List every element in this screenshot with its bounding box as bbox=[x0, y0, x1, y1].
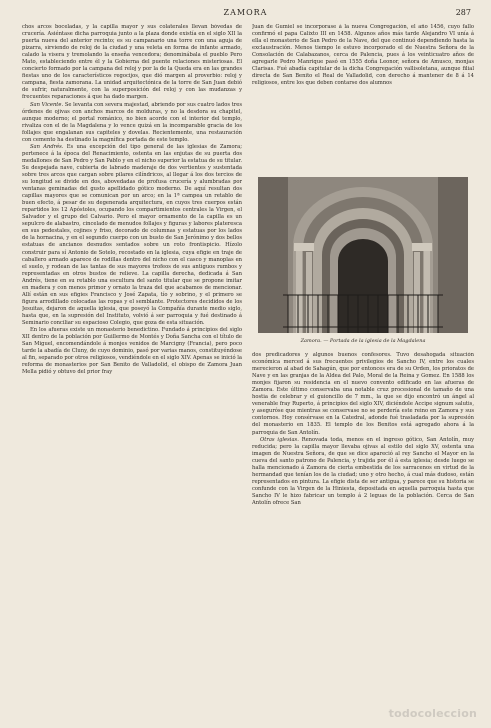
paragraph-benitos: dos predicadores y algunos buenos confesores. Tuvo desahogada situación económica merced á sus frecuentes privilegios de Sancho IV, entre los cuales merecieron al abad de Sahagún, que por entonces era de su Orden, los prioratos de Nave y en las granjas de la Aldea del Palo, Moral de la Reina y Gomez. En 1588 los monjes fijaron su residencia en el nuevo convento edificado en las afueras de Zamora. Este último conservaba una notable cruz procesional de tamaño de una hostia de celebrar y el guioncillo de 7 mm., la que se dijo encontró un ángel al venerable fray Ruperto, á principios del siglo XIV, diciéndole Accipe signum salutis, y aseguróse que mientras se conservase no se perdería este reino en Zamora y sus contornos. Hoy consérvase en la Catedral, adonde fué trasladada por la supresión del monasterio en 1835. El templo de los Benitos está agregado ahora á la parroquia de San Antolín. bbox=[252, 352, 474, 436]
portal-illustration bbox=[258, 177, 468, 333]
paragraph-continuation: Juan de Gumiel se incorporase á la nueva Congregación, el año 1456, cuyo fallo confirmó el papa Calixto III en 1458. Algunos años más tarde Alejandro VI unía á ella el monasterio de San Pedro de la Nave, del que continuó dependiendo hasta la exclaustración. Menos tiempo le estuvo incorporado el de Nuestra Señora de la Consolación de Calabazanos, cerca de Palencia, pues á los veinticuatro años de agregarle Pedro Manrique pasó en 1555 doña Leonor, señora de Amusco, monjas Clarisas. Fué abadía capitular de la dicha Congregación vallisoletana, aunque filial directa de San Benito el Real de Valladolid, con derecho á mantener de 8 á 14 religiosos, entre los que deben contarse dos alumnos bbox=[252, 24, 474, 87]
figure-caption: Zamora. — Portada de la iglesia de la Magdalena bbox=[300, 338, 426, 344]
section-title-san-andres: San Andrés. bbox=[30, 143, 64, 150]
right-column-bottom bbox=[252, 352, 474, 700]
portal-photograph bbox=[258, 177, 468, 333]
section-san-vicente bbox=[22, 102, 242, 144]
section-title-san-vicente: San Vicente. bbox=[30, 101, 64, 108]
left-column bbox=[22, 24, 242, 700]
section-text-otras-iglesias: Renovada toda, menos en el ingreso gótico, San Antolín, muy reducida; pero la capilla mayor llevaba ojivas al estilo del siglo XV, ostenta una imagen de Nuestra Señora, de que se dice apareció al rey Sancho el Mayor en la cueva del santo patrono de Palencia, y trajida por él á esta iglesia; desde luego se halla mencionado á Zamora de cierta embestida de los sarracenos en virtud de la hermandad que tenían los de la ciudad; uno y otro hecho, á cual más dudoso, están representados en pintura. La efigie dista de ser antigua, y parece que su historia se confunde con la Virgen de la Hiniesta, depositada en aquella parroquia hasta que Sancho IV le hizo fabricar un templo á 2 leguas de la población. Cerca de San Antolín ofrece San bbox=[252, 436, 474, 506]
section-san-andres bbox=[22, 144, 242, 327]
section-title-otras-iglesias: Otras iglesias. bbox=[260, 436, 299, 443]
section-text-san-andres: Es una excepción del tipo general de las iglesias de Zamora; pertenece á la época del Renacimiento, ostenta en las enjutas de su puerta dos medallones de San Pedro y San Pablo y en el nicho superior la estatua de su titular. Su despejada nave, cubierta de labrado maderaje de dos vertientes y sustentada sobre tres arcos que cargan sobre pilares cilíndricos, al llegar á los dos tercios de su longitud se divide en dos, abovedadas de profusa crucería y alumbradas por ventanas geminadas del gusto apellidado gótico moderno. De aquí resultan dos capillas mayores que se comunican por un arco; en la 1ª campea un retablo de buen efecto, á pesar de su degenerada arquitectura, en cuyos tres cuerpos están repartidos los 12 Apóstoles, ocupando los compartimientos centrales la Virgen, el Salvador y el grupo del Calvario. Pero el mayor ornamento de la capilla es un sepulcro de alabastro, cincelado de menudos follajes y figuras y labores plateresca en sus pedestales, cojines y friso, decorado de columnas y estatuas por los lados de la hornacina, y en el segundo cuerpo con un busto de San Jerónimo y dos bellos estatuas de ancianos desnudos sentados sobre un roto frontispicio. Hízolo construir para sí Antonio de Sotelo, recostado en la iglesia, cuya efigie en traje de caballero armado aparece de rodillas dentro del nicho con el casco y manoplas en el suelo, y rodean de las tantas de sus mayores trofeos de sus antiguos rumbos y representadas en otros bustos de relieve. La capilla derecha, dedicada á San Andrés, tiene en su retablo una escultura del santo titular que se propone imitar en madera y con menos primor y ornato la traza del que acabamos de mencionar. Allí están en sus efigies Francisco y José Zapata, tío y sobrino, y el primero se figura arrodillado colocadas las ropas y el semblante. Protectores decididos de los Jesuitas, dejaron de aquella iglesia, que poseyó la Compañía durante medio siglo, hasta que, en la supresión del Instituto, volvió á ser parroquia y fué destinado á Seminario conciliar su espacioso Colegio, que goza de esta situación. bbox=[22, 143, 242, 326]
page-number: 287 bbox=[455, 8, 471, 17]
watermark-logo: todocoleccion bbox=[388, 707, 477, 720]
right-column-top bbox=[252, 24, 474, 172]
section-text-san-vicente: Se levanta con severa majestad, abriendo por sus cuatro lados tres órdenes de ojivas con anchos marcos de molduras, y no la desdora su chapitel, aunque moderno; el portal románico, no bien acorde con el interior del templo, rivaliza con el de la Magdalena y lo vence quizá en la incomparable gracia de los follajes que engalanan sus capiteles y dovelas. Recientemente, una restauración con cemento ha destinado la magnífica portada de este templo. bbox=[22, 101, 242, 143]
paragraph-san-juan: chos arcos boceladas, y la capilla mayor y sus colaterales llevan bóvedas de crucería. Asiéntase dicha parroquia junto a la plaza donde existía en el siglo XII la puerta nueva del anterior recinto; es su campanario una torre con una aguja de pizarra, sirviendo de reloj de la ciudad y una veleta en forma de infante armado, calado la visera y tremolando la enseña vencedora; denominábala el pueblo Pero Mato, estableciendo entre él y la Gobierna del puente relaciones misteriosas. El concierto formado por la campana del reloj y por la de la Queda era en las grandes fiestas uno de los característicos regocijos, que dió margen al proverbio: reloj y campana, fiesta zamorana. La unidad arquitectónica de la torre de San Juan debió de sufrir, naturalmente, con la superposición del reloj y con las mudanzas y frecuentes reparaciones á que ha dado margen. bbox=[22, 24, 242, 101]
running-title: ZAMORA bbox=[223, 8, 268, 17]
section-otras-iglesias bbox=[252, 437, 474, 507]
paragraph-monasterio: En los afueras existe un monasterio benedictino. Fundado á principios del siglo XII dentro de la población por Guillermo de Montés y Doña Sancha con el título de San Miguel, encomendándole á monjes venidos de Marcigny (Francia), pero poco tarde la abadía de Cluny, de cuyo dominio, pasó por varias manos, constituyéndose al fin, separado por otros religiosos, vendiéndole en el siglo XIV. Apenas se inició la reforma de monasterios por San Benito de Valladolid, el obispo de Zamora Juan Mella pidió y obtuvo del prior fray bbox=[22, 327, 242, 376]
